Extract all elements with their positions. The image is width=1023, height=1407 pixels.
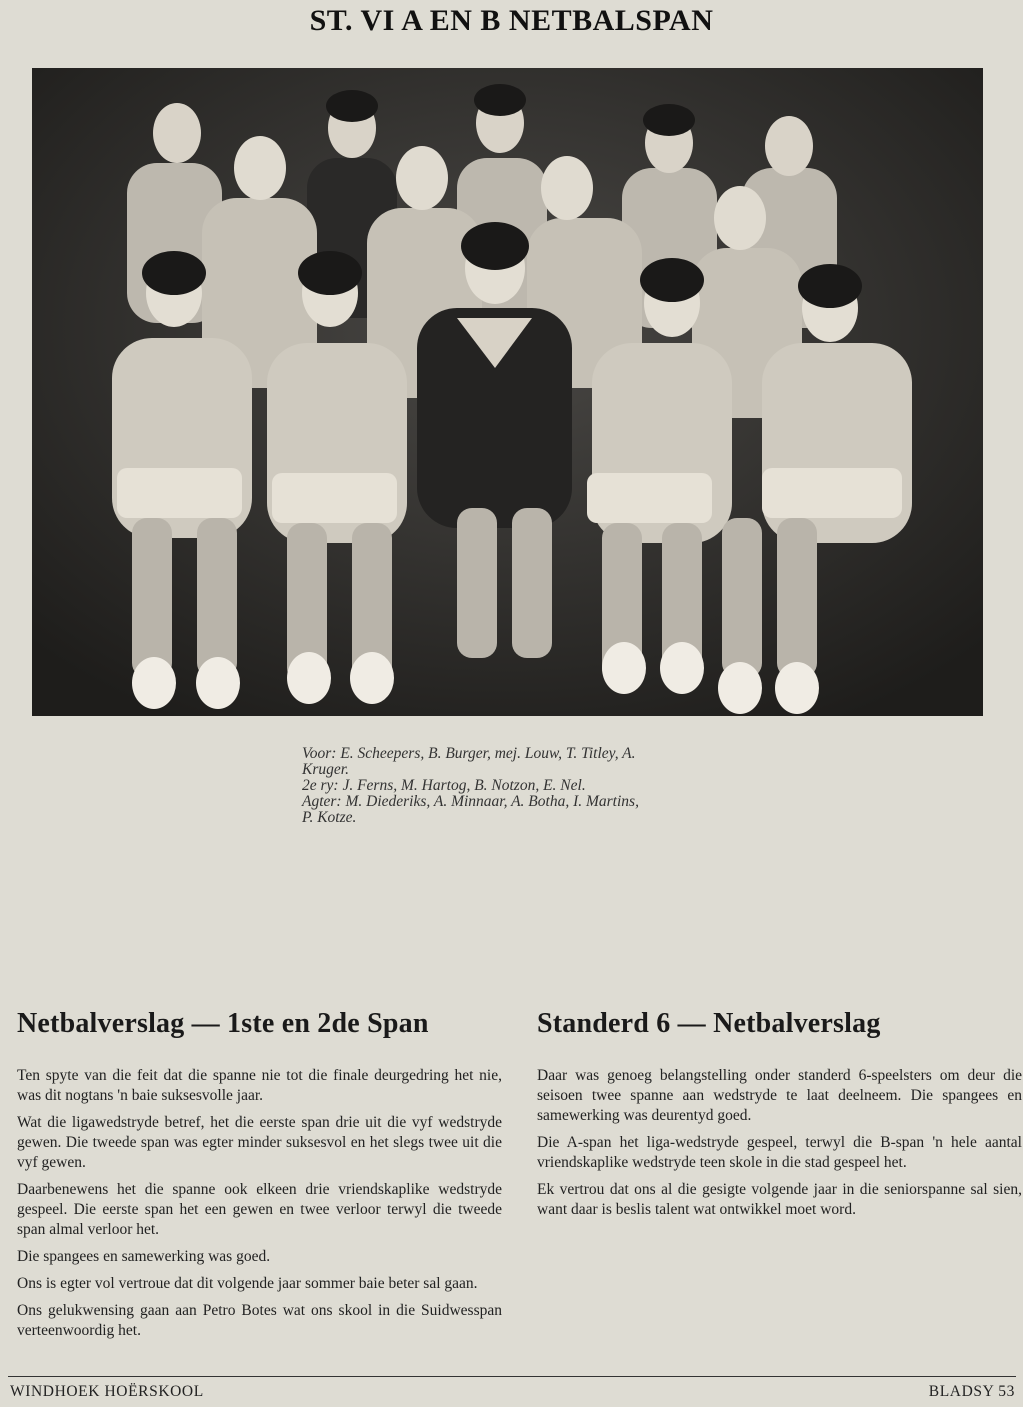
caption-line: Agter: M. Diederiks, A. Minnaar, A. Botha, I. Martins,: [302, 793, 639, 810]
right-article-heading: Standerd 6 — Netbalverslag: [537, 1008, 881, 1039]
paragraph: Wat die ligawedstryde betref, het die eerste span drie uit die vyf wedstryde gewen. Die tweede span was egter minder suksesvol en het slegs twee uit die vyf gewen.: [17, 1114, 502, 1171]
team-photo: [32, 68, 983, 716]
right-article: [537, 1008, 1022, 1227]
page-title: ST. VI A EN B NETBALSPAN: [309, 4, 714, 37]
team-photo-icon: [32, 68, 983, 716]
caption-line: Kruger.: [302, 761, 349, 778]
paragraph: Ek vertrou dat ons al die gesigte volgende jaar in die seniorspanne sal sien, want daar is beslis talent wat ontwikkel moet word.: [537, 1181, 1022, 1218]
left-article: [17, 1008, 502, 1348]
caption-line: 2e ry: J. Ferns, M. Hartog, B. Notzon, E. Nel.: [302, 777, 586, 794]
footer-school-name: WINDHOEK HOËRSKOOL: [10, 1383, 204, 1400]
paragraph: Die A-span het liga-wedstryde gespeel, terwyl die B-span 'n hele aantal vriendskaplike wedstryde teen skole in die stad gespeel het.: [537, 1134, 1022, 1171]
photo-caption: [302, 746, 752, 826]
footer-page-number: BLADSY 53: [928, 1383, 1015, 1400]
caption-line: P. Kotze.: [302, 809, 357, 826]
left-article-heading: Netbalverslag — 1ste en 2de Span: [17, 1008, 429, 1039]
paragraph: Ten spyte van die feit dat die spanne nie tot die finale deurgedring het nie, was dit nogtans 'n baie suksesvolle jaar.: [17, 1067, 502, 1104]
footer-divider: [8, 1376, 1016, 1377]
paragraph: Ons is egter vol vertroue dat dit volgende jaar sommer baie beter sal gaan.: [17, 1275, 478, 1292]
caption-line: Voor: E. Scheepers, B. Burger, mej. Louw, T. Titley, A.: [302, 745, 636, 762]
paragraph: Daarbenewens het die spanne ook elkeen drie vriendskaplike wedstryde gespeel. Die eerste span het een gewen en twee verloor terwyl die tweede span almal verloor het.: [17, 1181, 502, 1238]
paragraph: Daar was genoeg belangstelling onder standerd 6-speelsters om deur die seisoen twee spanne aan wedstryde te laat deelneem. Die spangees en samewerking was deurentyd goed.: [537, 1067, 1022, 1124]
paragraph: Die spangees en samewerking was goed.: [17, 1248, 271, 1265]
paragraph: Ons gelukwensing gaan aan Petro Botes wat ons skool in die Suidwesspan verteenwoordig het.: [17, 1302, 502, 1339]
